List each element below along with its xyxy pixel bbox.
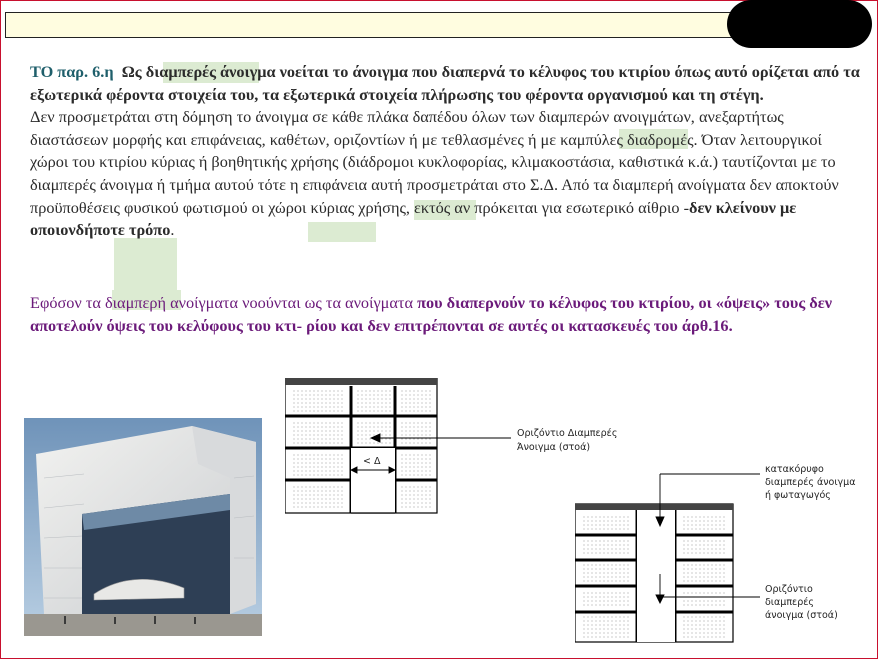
horizontal-opening-label: άνοιγμα (στοά) — [765, 610, 838, 621]
horizontal-opening-label: Οριζόντιο Διαμπερές — [517, 428, 618, 439]
redaction-block — [727, 0, 872, 48]
definition-rest: ές άνοιγμα νοείται το άνοιγμα που διαπερνά το κέλυφος του κτιρίου όπως αυτό ορίζεται από τα εξωτερικά φέροντα στοιχεία του, τα εξωτερικά στοιχεία πλήρωσης του φέροντα οργανισμού και τη στέγη. — [30, 62, 860, 104]
horizontal-opening-label: Άνοιγμα (στοά) — [517, 442, 591, 453]
body-text: ή ανοίγματα νοούνται ως τα ανοίγματα — [157, 293, 418, 312]
highlight-mark — [114, 238, 177, 298]
body-text: . — [170, 220, 175, 240]
vertical-opening-label: κατακόρυφο — [765, 464, 824, 475]
body-text: ές άνοιγμα ή τμήμα αυτού τότε η επιφάνεια αυτή προσμετράται στο Σ.Δ. Από τα — [82, 174, 613, 194]
vertical-opening-diagram — [575, 440, 865, 645]
emphasis-text: δεν κλείνουν με οποιονδήποτε τρόπο — [30, 197, 797, 240]
horizontal-opening-label: Οριζόντιο — [765, 584, 813, 595]
body-text: ή ανοίγματα δεν αποκτούν προϋποθέσεις φυσικού φωτισμού οι χώροι κύριας χρήσης, εκτός αν πρόκειται για εσωτερικό αίθριο - — [30, 174, 839, 217]
dimension-label: < Δ — [363, 456, 381, 467]
paragraph-facades — [30, 292, 860, 337]
vertical-opening-label: ή φωταγωγός — [765, 490, 831, 501]
paragraph-definition — [30, 61, 860, 242]
article-ref: ΤΟ παρ. 6.η — [30, 62, 114, 81]
highlighted-term: διαμπερ — [104, 293, 158, 312]
horizontal-opening-label: διαμπερές — [765, 597, 814, 608]
highlighted-term: διαμπερ — [30, 174, 83, 194]
arch-building-photo — [24, 418, 262, 636]
vertical-opening-label: διαμπερές άνοιγμα — [765, 477, 856, 488]
title-bar — [5, 12, 741, 38]
definition-start: Ως — [121, 62, 146, 81]
highlighted-term: διαμπερ — [612, 174, 666, 194]
body-text: Δεν προσμετράται στη δόμηση το άνοιγμα σε κάθε πλάκα δαπέδου όλων των — [30, 107, 539, 127]
emphasis-text: που διαπερνούν το κέλυφος του κτιρίου, οι «όψεις» τους δεν αποτελούν όψεις του κελύφους του κτι- ρίου και δεν επιτρέπονται σε αυτές οι κατασκευές του άρθ.16. — [30, 293, 832, 335]
highlighted-term: διαμπερ — [538, 107, 592, 127]
highlighted-term: διαμπερ — [145, 62, 203, 81]
body-text: ών ανοιγμάτων, ανεξαρτήτως διαστάσεων μορφής και επιφάνειας, καθέτων, οριζοντίων ή με τεθλασμένες ή με καμπύλες διαδρομές. Όταν λειτουργικοί χώροι του κτιρίου κύριας ή βοηθητικής χρήσης (διάδρομοι κυκλοφορίας, κλιμακοστάσια, καθιστικά κ.ά.) ταυτίζονται με το — [30, 107, 836, 172]
body-text: Εφόσον τα — [30, 293, 105, 312]
